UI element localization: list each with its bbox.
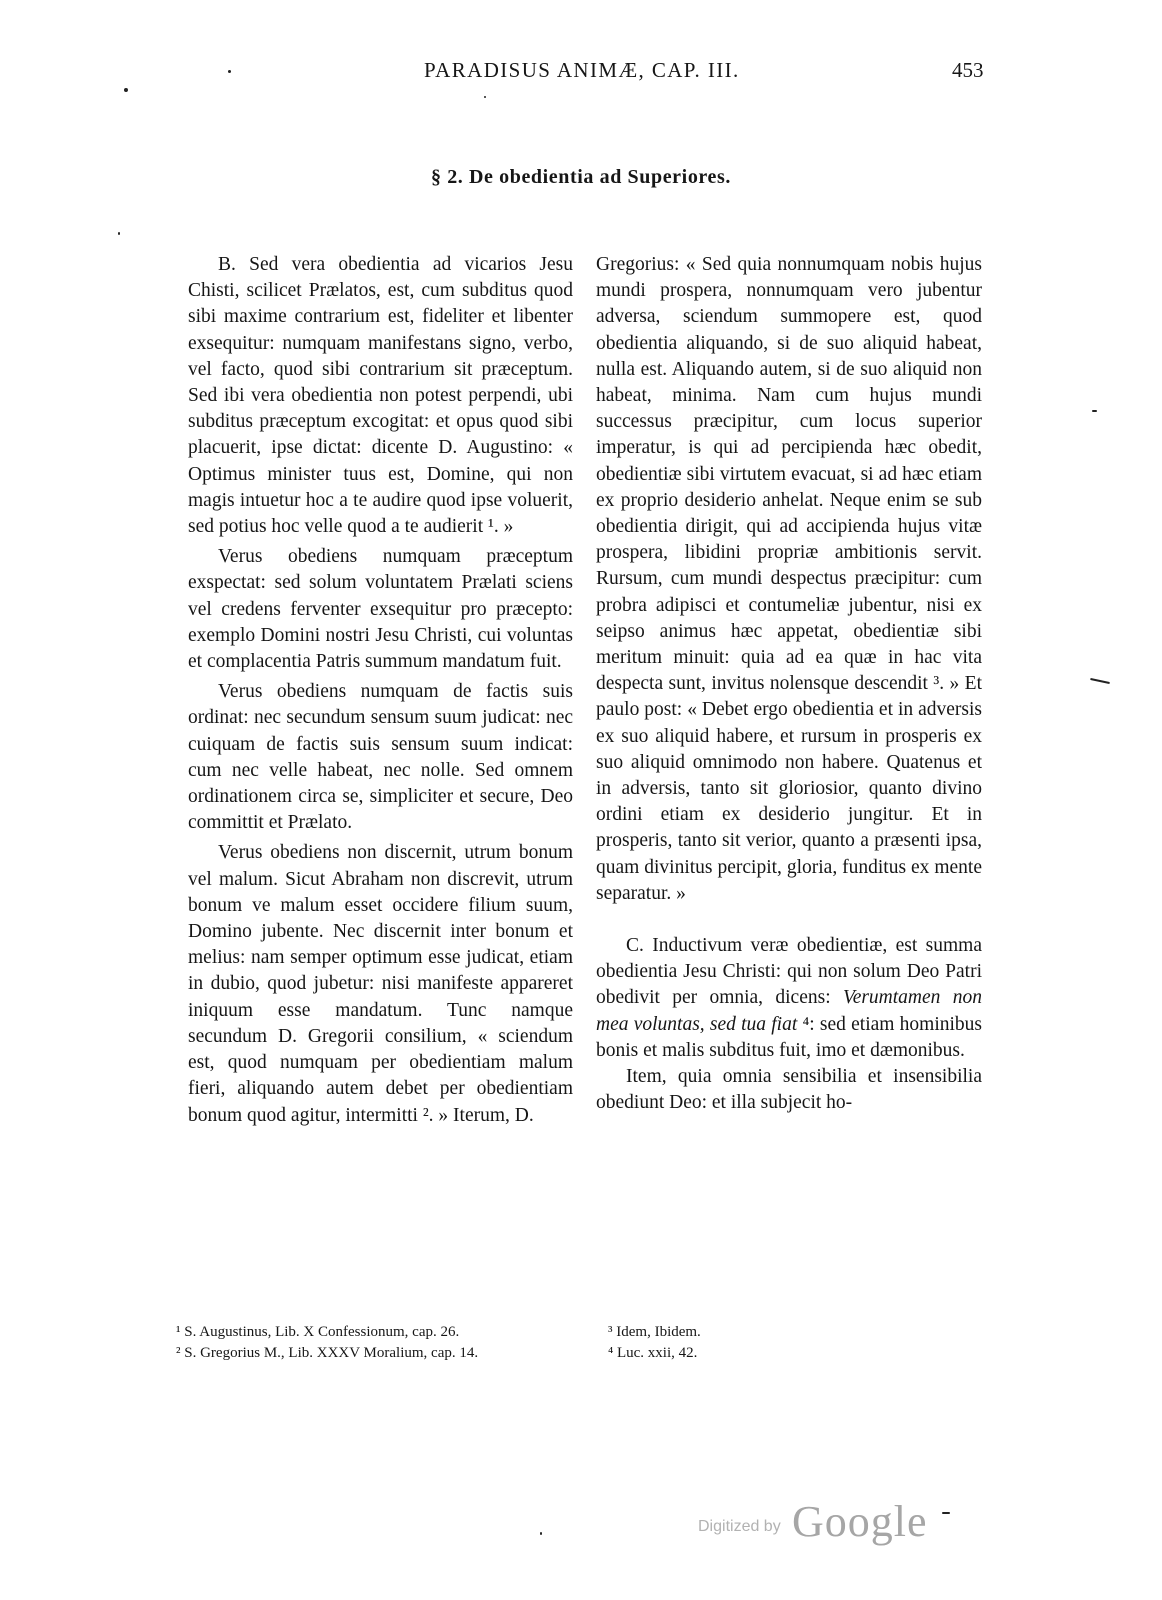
paragraph-c-text: C. Inductivum veræ obedientiæ, est summa obedientia Jesu Christi: qui non solum Deo Patri obedivit per omnia, dicens:: [596, 935, 982, 1009]
page-header: [0, 58, 1162, 88]
left-column: [188, 252, 573, 1129]
scripture-quote: Verumtamen non mea voluntas, sed tua fiat: [596, 987, 982, 1035]
watermark-small-text: Digitized by: [698, 1518, 781, 1535]
paragraph-item: Item, quia omnia sensibilia et insensibilia obediunt Deo: et illa subjecit ho-: [596, 1066, 982, 1114]
paragraph-c: [596, 933, 982, 1064]
scan-speck: [484, 96, 486, 98]
google-logo: Google: [792, 1497, 928, 1546]
digitized-by-google-watermark: [698, 1496, 968, 1546]
scan-speck: [540, 1532, 542, 1535]
footnote-1: ¹ S. Augustinus, Lib. X Confessionum, cap. 26.: [176, 1324, 460, 1340]
footnote-4: ⁴ Luc. xxii, 42.: [608, 1345, 698, 1361]
scan-speck: [942, 1512, 950, 1514]
paragraph-verus-1: Verus obediens numquam præceptum exspectat: sed solum voluntatem Prælati sciens vel credens ferventer exsequitur pro præcepto: exemplo Domini nostri Jesu Christi, cui voluntas et complacentia Patris summum mandatum fuit.: [188, 546, 573, 673]
footnote-2: ² S. Gregorius M., Lib. XXXV Moralium, cap. 14.: [176, 1345, 479, 1361]
scan-speck: [228, 70, 231, 73]
right-column: [596, 252, 982, 1117]
page-number: 453: [952, 58, 984, 82]
paragraph-c-text-end: ⁴: sed etiam hominibus bonis et malis subditus fuit, imo et dæmonibus.: [596, 1013, 982, 1061]
running-head: PARADISUS ANIMÆ, CAP. III.: [424, 58, 740, 82]
paragraph-b: B. Sed vera obedientia ad vicarios Jesu Chisti, scilicet Prælatos, est, cum subditus quod sibi maxime contrarium est, fideliter et libenter exsequitur: numquam manifestans signo, verbo, vel facto, quod sibi contrarium sit præceptum. Sed ibi vera obedientia non potest perpendi, ubi subditus præceptum excogitat: et opus quod sibi placuerit, ipse dictat: dicente D. Augustino: « Optimus minister tuus est, Domine, qui non magis intuetur hoc a te audire quod ipse voluerit, sed potius hoc velle quod a te audierit ¹. »: [188, 254, 573, 538]
scan-speck: [1090, 678, 1110, 684]
scan-speck: [124, 88, 128, 92]
footnotes-left: [176, 1322, 571, 1364]
scan-speck: [118, 232, 120, 235]
paragraph-verus-3: Verus obediens non discernit, utrum bonum vel malum. Sicut Abraham non discrevit, utrum bonum ve malum esset occidere filium suum, Domino jubente. Nec discernit inter bonum et melius: nam semper optimum esse judicat, etiam in dubio, quod jubetur: nisi manifeste appareret iniquum esse mandatum. Tunc namque secundum D. Gregorii consilium, « sciendum est, quod numquam per obedientiam malum fieri, aliquando autem debet per obedientiam bonum quod agitur, intermitti ². » Iterum, D.: [188, 842, 573, 1126]
footnotes-right: [602, 1322, 982, 1364]
paragraph-verus-2: Verus obediens numquam de factis suis ordinat: nec secundum sensum suum judicat: nec cuiquam de factis suis sensum suum indicat: cum nec velle habeat, nec nolle. Sed omnem ordinationem circa se, simpliciter et secure, Deo committit et Prælato.: [188, 681, 573, 834]
paragraph-gregorius-continued: Gregorius: « Sed quia nonnumquam nobis hujus mundi prospera, nonnumquam vero jubentur adversa, sciendum summopere est, quod obedientia aliquando, si de suo aliquid habeat, nulla est. Aliquando autem, si de suo aliquid non habeat, minima. Nam cum hujus mundi successus præcipitur, cum locus superior imperatur, is qui ad percipienda hæc obedit, obedientiæ sibi virtutem evacuat, si ad hæc etiam ex proprio desiderio anhelat. Neque enim se sub obedientia dirigit, qui ad accipienda hujus vitæ prospera, libidini propriæ ambitionis servit. Rursum, cum mundi despectus præcipitur: cum probra adipisci et contumeliæ jubentur, nisi ex seipso animus hæc appetat, obedientiæ sibi meritum minuit: quia ad ea quæ in hac vita despecta sunt, invitus nolensque descendit ³. » Et paulo post: « Debet ergo obedientia et in adversis ex suo aliquid habere, et rursum in prosperis ex suo aliquid omnimodo non habere. Quatenus et in adversis, tanto sit gloriosior, quanto divino ordini etiam ex desiderio jungitur. Et in prosperis, tanto sit verior, quanto a præsenti ipsa, quam divinitus percipit, gloria, funditus ex mente separatur. »: [596, 254, 982, 904]
section-title: § 2. De obedientia ad Superiores.: [431, 166, 731, 188]
scan-speck: [1092, 410, 1097, 412]
footnote-3: ³ Idem, Ibidem.: [608, 1324, 701, 1340]
